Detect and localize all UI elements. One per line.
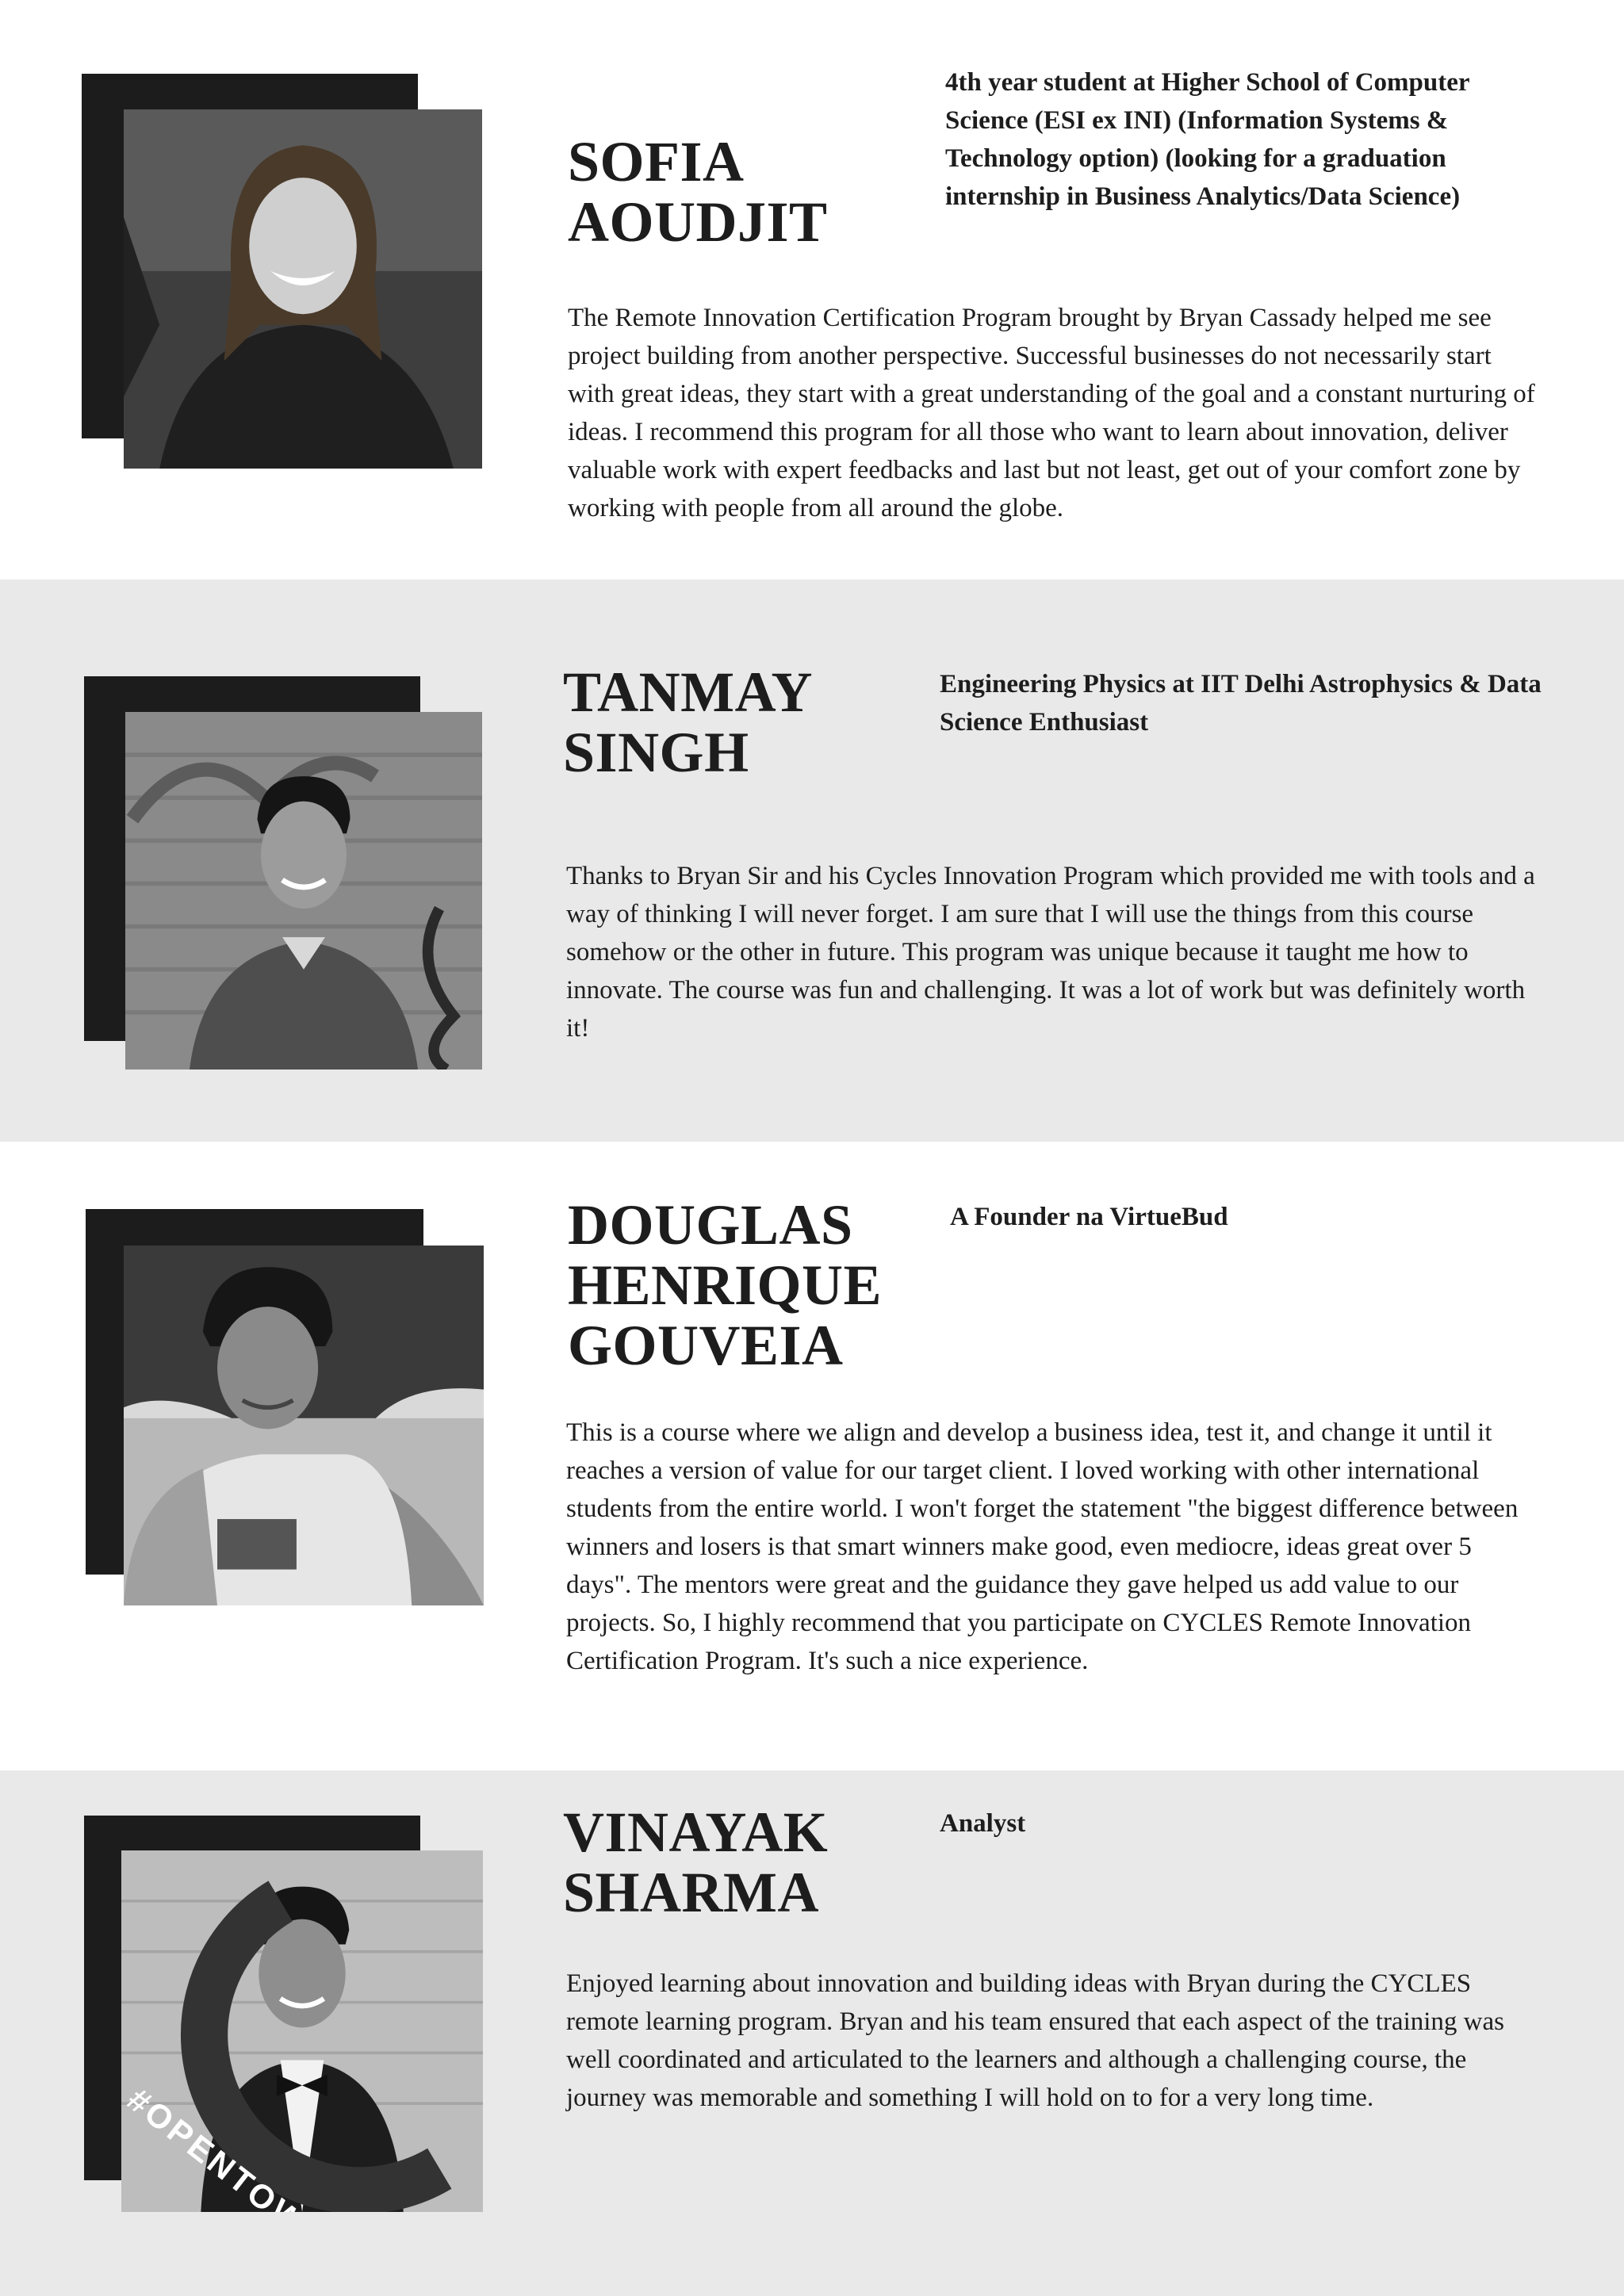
portrait-photo-tanmay — [125, 712, 482, 1070]
person-name — [563, 662, 813, 783]
testimonial-quote: Thanks to Bryan Sir and his Cycles Innovation Program which provided me with tools and a way of thinking I will never forget. I am sure that I will use the things from this course somehow or the other in future. This program was unique because it taught me how to innovate. The course was fun and challenging. It was a lot of work but was definitely worth it! — [566, 862, 1535, 1043]
testimonial-card-douglas — [0, 1142, 1624, 1770]
testimonial-card-sofia — [0, 0, 1624, 580]
testimonial-quote: This is a course where we align and develop a business idea, test it, and change it until it reaches a version of value for our target client. I loved working with other international students from the entire world. I won't forget the statement "the biggest difference between winners and losers is that smart winners make good, even mediocre, ideas great over 5 days". The mentors were great and the guidance they gave helped us add value to our projects. So, I highly recommend that you participate on CYCLES Remote Innovation Certification Program. It's such a nice experience. — [566, 1418, 1519, 1675]
person-role: A Founder na VirtueBud — [950, 1203, 1228, 1231]
person-role: 4th year student at Higher School of Computer Science (ESI ex INI) (Information Systems & Technology option) (looking for a graduation internship in Business Analytics/Data Science) — [945, 68, 1469, 211]
name-line: VINAYAK — [563, 1800, 829, 1864]
name-line: AOUDJIT — [568, 190, 828, 254]
person-name — [563, 1802, 828, 1923]
testimonial-card-tanmay — [0, 580, 1624, 1142]
name-line: SOFIA — [568, 130, 745, 193]
name-line: SHARMA — [563, 1861, 819, 1924]
person-name — [568, 1195, 882, 1376]
name-line: GOUVEIA — [568, 1314, 844, 1377]
name-line: DOUGLAS — [568, 1193, 853, 1257]
person-name — [568, 132, 828, 252]
portrait-photo-sofia — [124, 109, 482, 469]
person-role: Analyst — [940, 1809, 1026, 1838]
name-line: TANMAY — [563, 660, 814, 724]
name-line: SINGH — [563, 721, 749, 784]
testimonial-quote: Enjoyed learning about innovation and building ideas with Bryan during the CYCLES remote learning program. Bryan and his team ensured that each aspect of the training was well coordinated and articulated to the learners and although a challenging course, the journey was memorable and something I will hold on to for a very long time. — [566, 1969, 1504, 2112]
portrait-photo-douglas — [124, 1246, 484, 1605]
name-line: HENRIQUE — [568, 1253, 883, 1317]
testimonial-quote: The Remote Innovation Certification Program brought by Bryan Cassady helped me see project building from another perspective. Successful businesses do not necessarily start with great ideas, they start with a great understanding of the goal and a constant nurturing of ideas. I recommend this program for all those who want to learn about innovation, deliver valuable work with expert feedbacks and last but not least, get out of your comfort zone by working with people from all around the globe. — [568, 304, 1535, 522]
testimonial-card-vinayak — [0, 1770, 1624, 2296]
opentowork-ring — [121, 1850, 483, 2212]
portrait-photo-vinayak — [121, 1850, 483, 2212]
person-role: Engineering Physics at IIT Delhi Astrophysics & Data Science Enthusiast — [940, 670, 1542, 737]
